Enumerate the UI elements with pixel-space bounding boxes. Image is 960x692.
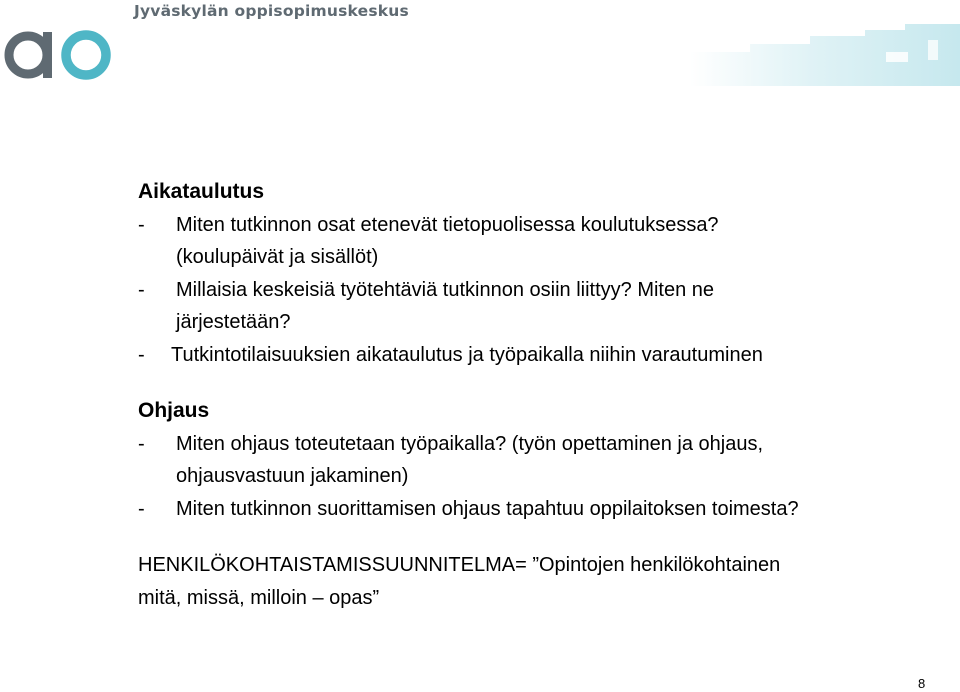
bullet-dash: -	[138, 278, 145, 301]
bullet-text: (koulupäivät ja sisällöt)	[176, 246, 379, 268]
bullet-text: Miten ohjaus toteutetaan työpaikalla? (työn opettaminen ja ohjaus,	[176, 432, 764, 455]
slide-content	[138, 176, 953, 614]
bullet-text: järjestetään?	[176, 311, 291, 333]
bullet-item	[138, 339, 953, 372]
section-heading-aikataulutus: Aikataulutus	[138, 180, 265, 203]
bullet-dash: -	[138, 343, 145, 366]
bullet-text: Tutkintotilaisuuksien aikataulutus ja työpaikalla niihin varautuminen	[171, 343, 763, 366]
logo-letter-o	[66, 35, 106, 75]
bullet-text: ohjausvastuun jakaminen)	[176, 465, 409, 487]
bullet-item	[138, 274, 953, 307]
ao-logo	[2, 20, 122, 92]
bullet-continuation	[138, 460, 953, 493]
bullet-item	[138, 428, 953, 461]
bullet-dash: -	[138, 213, 145, 236]
header-decoration	[690, 22, 960, 86]
bullet-continuation	[138, 306, 953, 339]
organization-name: Jyväskylän oppisopimuskeskus	[134, 2, 409, 20]
bullet-dash: -	[138, 432, 145, 455]
bullet-text: Millaisia keskeisiä työtehtäviä tutkinnon osiin liittyy? Miten ne	[176, 278, 715, 301]
logo-letter-a	[9, 32, 52, 78]
bullet-dash: -	[138, 497, 145, 520]
section-heading-ohjaus: Ohjaus	[138, 399, 210, 422]
bullet-item	[138, 209, 953, 242]
closing-line: HENKILÖKOHTAISTAMISSUUNNITELMA= ”Opintojen henkilökohtainen	[138, 554, 781, 576]
bullet-continuation	[138, 241, 953, 274]
bullet-text: Miten tutkinnon suorittamisen ohjaus tapahtuu oppilaitoksen toimesta?	[176, 497, 799, 520]
page-number: 8	[918, 676, 926, 691]
bullet-item	[138, 493, 953, 526]
closing-line: mitä, missä, milloin – opas”	[138, 586, 380, 609]
bullet-text: Miten tutkinnon osat etenevät tietopuolisessa koulutuksessa?	[176, 213, 719, 236]
